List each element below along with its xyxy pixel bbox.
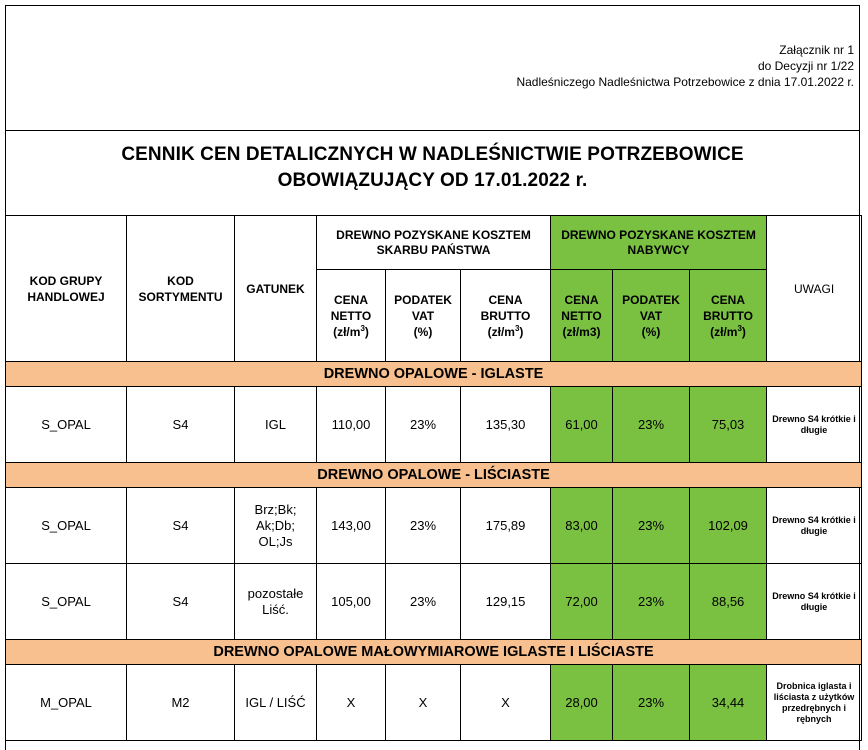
header-group-nabywca: DREWNO POZYSKANE KOSZTEM NABYWCY: [551, 216, 767, 270]
cell-brutto-n: 75,03: [690, 387, 767, 463]
header-cena-brutto-n: [690, 270, 767, 362]
header-cena-netto-n: [551, 270, 613, 362]
table-row: [6, 665, 862, 741]
cell-netto-n: 72,00: [551, 564, 613, 640]
title-line-1: CENNIK CEN DETALICZNYCH W NADLEŚNICTWIE POTRZEBOWICE: [121, 144, 744, 165]
cell-kod-grupy: S_OPAL: [6, 387, 127, 463]
cell-vat-sp: 23%: [386, 488, 461, 564]
cell-gatunek: IGL: [235, 387, 317, 463]
section-title: DREWNO OPALOWE - LIŚCIASTE: [6, 463, 862, 488]
cell-vat-sp: 23%: [386, 564, 461, 640]
header-podatek-vat-n: [613, 270, 690, 362]
cell-uwagi: Drewno S4 krótkie i długie: [767, 387, 862, 463]
cell-vat-n: 23%: [613, 488, 690, 564]
header-uwagi: UWAGI: [767, 216, 862, 362]
cell-brutto-n: 88,56: [690, 564, 767, 640]
title-line-2: OBOWIĄZUJĄCY OD 17.01.2022 r.: [277, 170, 588, 191]
cell-brutto-sp: 135,30: [461, 387, 551, 463]
cell-netto-n: 83,00: [551, 488, 613, 564]
cell-kod-grupy: S_OPAL: [6, 488, 127, 564]
cell-brutto-n: 102,09: [690, 488, 767, 564]
header-cena-brutto-label: CENA BRUTTO: [480, 292, 531, 323]
cell-kod-sortymentu: M2: [127, 665, 235, 741]
cell-netto-n: 61,00: [551, 387, 613, 463]
unit-sup: 3: [514, 323, 520, 333]
cell-vat-sp: X: [386, 665, 461, 741]
cell-uwagi: Drewno S4 krótkie i długie: [767, 564, 862, 640]
header-cena-brutto-label: CENA BRUTTO: [703, 292, 753, 323]
cell-uwagi: Drobnica iglasta i liściasta z użytków przedrębnych i rębnych: [767, 665, 862, 741]
cell-kod-grupy: M_OPAL: [6, 665, 127, 741]
unit-suffix: ): [741, 324, 746, 339]
annex-line-3: Nadleśniczego Nadleśnictwa Potrzebowice z dnia 17.01.2022 r.: [516, 75, 854, 89]
header-cena-brutto-sp: [461, 270, 551, 362]
cell-vat-sp: 23%: [386, 387, 461, 463]
unit-prefix: (zł/m: [710, 324, 738, 339]
header-kod-sortymentu: KOD SORTYMENTU: [127, 216, 235, 362]
cell-vat-n: 23%: [613, 387, 690, 463]
cell-brutto-n: 34,44: [690, 665, 767, 741]
header-cena-netto-sp: [317, 270, 386, 362]
header-podatek-vat-label: PODATEK VAT: [622, 292, 680, 323]
cell-gatunek: pozostałe Liść.: [235, 564, 317, 640]
table-row: [6, 488, 862, 564]
annex-note: [516, 42, 854, 90]
cell-uwagi: Drewno S4 krótkie i długie: [767, 488, 862, 564]
cell-gatunek: IGL / LIŚĆ: [235, 665, 317, 741]
section-header: [6, 640, 862, 665]
section-title: DREWNO OPALOWE - IGLASTE: [6, 362, 862, 387]
header-group-skarb: DREWNO POZYSKANE KOSZTEM SKARBU PAŃSTWA: [317, 216, 551, 270]
header-vat-unit: (%): [641, 324, 661, 339]
document-title: [5, 142, 860, 194]
cell-vat-n: 23%: [613, 665, 690, 741]
header-vat-unit: (%): [413, 324, 433, 339]
section-title: DREWNO OPALOWE MAŁOWYMIAROWE IGLASTE I LIŚCIASTE: [6, 640, 862, 665]
section-header: [6, 362, 862, 387]
header-podatek-vat-label: PODATEK VAT: [394, 292, 452, 323]
cell-kod-sortymentu: S4: [127, 387, 235, 463]
unit-prefix: (zł/m: [333, 324, 361, 339]
price-table: [5, 215, 862, 741]
cell-brutto-sp: 175,89: [461, 488, 551, 564]
annex-line-2: do Decyzji nr 1/22: [757, 59, 854, 73]
header-cena-netto-label: CENA NETTO: [561, 292, 602, 323]
cell-netto-n: 28,00: [551, 665, 613, 741]
cell-brutto-sp: 129,15: [461, 564, 551, 640]
cell-netto-sp: 143,00: [317, 488, 386, 564]
header-row-1: [6, 216, 862, 270]
divider: [5, 130, 860, 131]
header-podatek-vat-sp: [386, 270, 461, 362]
cell-kod-sortymentu: S4: [127, 564, 235, 640]
table-row: [6, 564, 862, 640]
unit-plain: (zł/m3): [562, 324, 601, 339]
cell-netto-sp: X: [317, 665, 386, 741]
unit-prefix: (zł/m: [487, 324, 515, 339]
unit-sup: 3: [360, 323, 365, 333]
unit-suffix: ): [519, 324, 524, 339]
unit-sup: 3: [737, 323, 742, 333]
cell-brutto-sp: X: [461, 665, 551, 741]
header-cena-netto-label: CENA NETTO: [330, 292, 372, 323]
section-header: [6, 463, 862, 488]
cell-netto-sp: 105,00: [317, 564, 386, 640]
unit-suffix: ): [364, 324, 369, 339]
cell-vat-n: 23%: [613, 564, 690, 640]
cell-netto-sp: 110,00: [317, 387, 386, 463]
header-kod-grupy: KOD GRUPY HANDLOWEJ: [6, 216, 127, 362]
cell-kod-grupy: S_OPAL: [6, 564, 127, 640]
cell-gatunek: Brz;Bk; Ak;Db; OL;Js: [235, 488, 317, 564]
header-gatunek: GATUNEK: [235, 216, 317, 362]
table-row: [6, 387, 862, 463]
cell-kod-sortymentu: S4: [127, 488, 235, 564]
annex-line-1: Załącznik nr 1: [779, 43, 854, 57]
